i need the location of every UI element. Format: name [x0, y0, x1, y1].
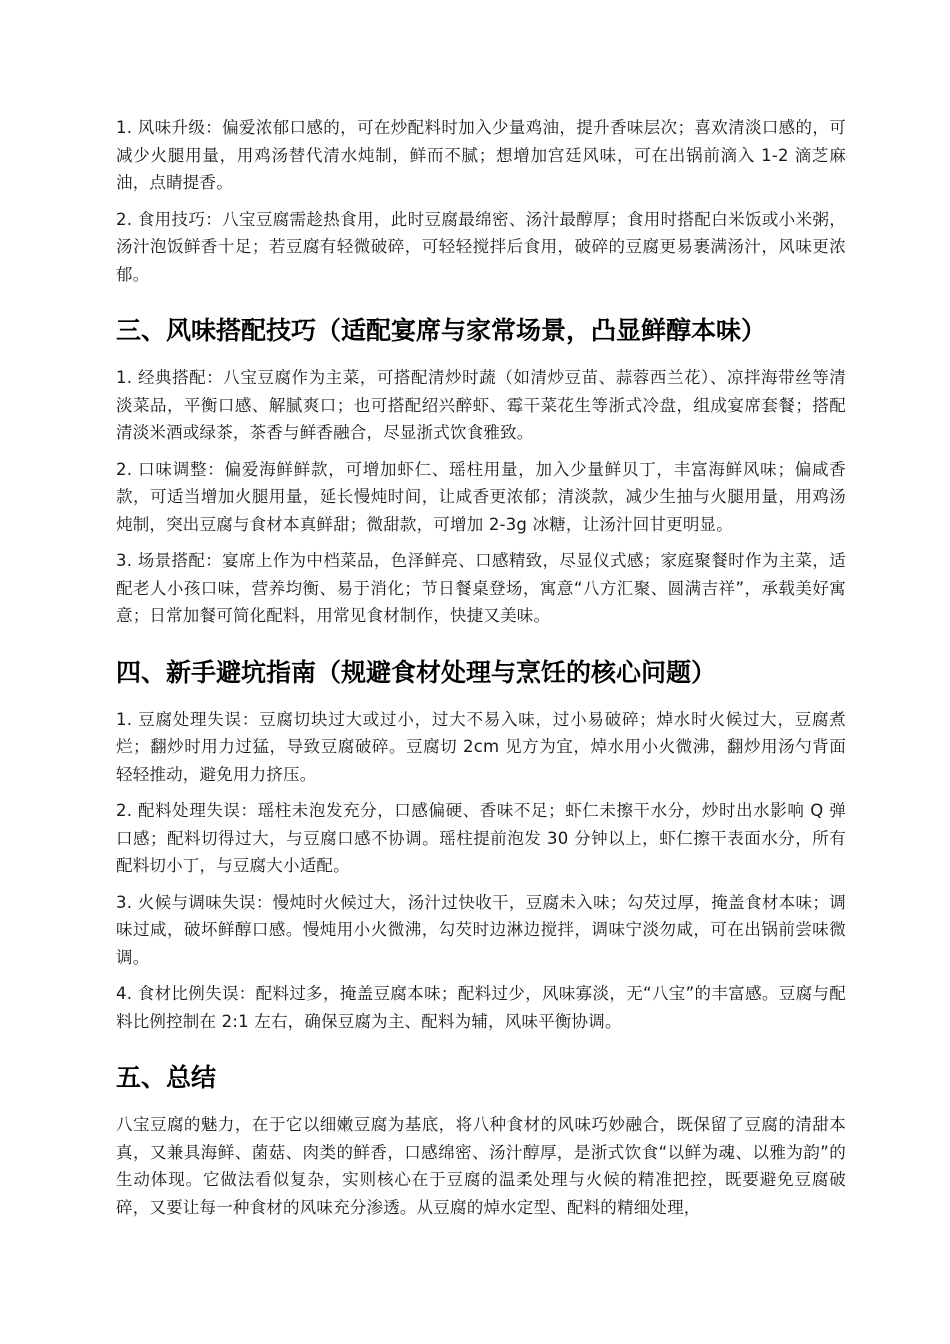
- paragraph-classic-pairing: 1. 经典搭配：八宝豆腐作为主菜，可搭配清炒时蔬（如清炒豆苗、蒜蓉西兰花）、凉拌海带丝等清淡菜品，平衡口感、解腻爽口；也可搭配绍兴醉虾、霉干菜花生等浙式冷盘，组成宴席套餐；搭配清淡米酒或绿茶，茶香与鲜香融合，尽显浙式饮食雅致。: [116, 368, 846, 442]
- paragraph-tofu-mistakes: 1. 豆腐处理失误：豆腐切块过大或过小，过大不易入味，过小易破碎；焯水时火候过大，豆腐煮烂；翻炒时用力过猛，导致豆腐破碎。豆腐切 2cm 见方为宜，焯水用小火微沸，翻炒用汤勺背面轻轻推动，避免用力挤压。: [116, 709, 846, 784]
- paragraph-heat-mistakes: 3. 火候与调味失误：慢炖时火候过大，汤汁过快收干，豆腐未入味；勾芡过厚，掩盖食材本味；调味过咸，破坏鲜醇口感。慢炖用小火微沸，勾芡时边淋边搅拌，调味宁淡勿咸，可在出锅前尝味微调。: [116, 892, 846, 967]
- paragraph-ingredient-mistakes: 2. 配料处理失误：瑶柱未泡发充分，口感偏硬、香味不足；虾仁未擦干水分，炒时出水影响 Q 弹口感；配料切得过大，与豆腐口感不协调。瑶柱提前泡发 30 分钟以上，虾仁擦干表面水分，所有配料切小丁，与豆腐大小适配。: [116, 801, 846, 875]
- section-summary: [116, 1061, 846, 1221]
- document-page: [116, 114, 846, 1230]
- paragraph-scene-pairing: 3. 场景搭配：宴席上作为中档菜品，色泽鲜亮、口感精致，尽显仪式感；家庭聚餐时作为主菜，适配老人小孩口味，营养均衡、易于消化；节日餐桌登场，寓意“八方汇聚、圆满吉祥”，承载美好寓意；日常加餐可简化配料，用常见食材制作，快捷又美味。: [116, 551, 846, 625]
- section-heading: 五、总结: [116, 1063, 217, 1092]
- paragraph-taste-adjust: 2. 口味调整：偏爱海鲜鲜款，可增加虾仁、瑶柱用量，加入少量鲜贝丁，丰富海鲜风味；偏咸香款，可适当增加火腿用量，延长慢炖时间，让咸香更浓郁；清淡款，减少生抽与火腿用量，用鸡汤炖制，突出豆腐与食材本真鲜甜；微甜款，可增加 2-3g 冰糖，让汤汁回甘更明显。: [116, 459, 846, 534]
- section-heading: 三、风味搭配技巧（适配宴席与家常场景，凸显鲜醇本味）: [116, 316, 767, 345]
- paragraph-ratio-mistakes: 4. 食材比例失误：配料过多，掩盖豆腐本味；配料过少，风味寡淡，无“八宝”的丰富感。豆腐与配料比例控制在 2:1 左右，确保豆腐为主、配料为辅，风味平衡协调。: [116, 984, 846, 1031]
- section-beginner-guide: [116, 656, 846, 1036]
- section-heading: 四、新手避坑指南（规避食材处理与烹饪的核心问题）: [116, 657, 717, 687]
- intro-section: [116, 114, 846, 288]
- paragraph-flavor-upgrade: 1. 风味升级：偏爱浓郁口感的，可在炒配料时加入少量鸡油，提升香味层次；喜欢清淡口感的，可减少火腿用量，用鸡汤替代清水炖制，鲜而不腻；想增加宫廷风味，可在出锅前滴入 1-2 滴芝麻油，点睛提香。: [116, 118, 846, 192]
- paragraph-eating-tips: 2. 食用技巧：八宝豆腐需趁热食用，此时豆腐最绵密、汤汁最醇厚；食用时搭配白米饭或小米粥，汤汁泡饭鲜香十足；若豆腐有轻微破碎，可轻轻搅拌后食用，破碎的豆腐更易裹满汤汁，风味更浓郁。: [116, 209, 846, 284]
- paragraph-summary: 八宝豆腐的魅力，在于它以细嫩豆腐为基底，将八种食材的风味巧妙融合，既保留了豆腐的清甜本真，又兼具海鲜、菌菇、肉类的鲜香，口感绵密、汤汁醇厚，是浙式饮食“以鲜为魂、以雅为韵”的生动体现。它做法看似复杂，实则核心在于豆腐的温柔处理与火候的精准把控，既要避免豆腐破碎，又要让每一种食材的风味充分渗透。从豆腐的焯水定型、配料的精细处理，: [116, 1115, 846, 1217]
- section-flavor-pairing: [116, 314, 846, 630]
